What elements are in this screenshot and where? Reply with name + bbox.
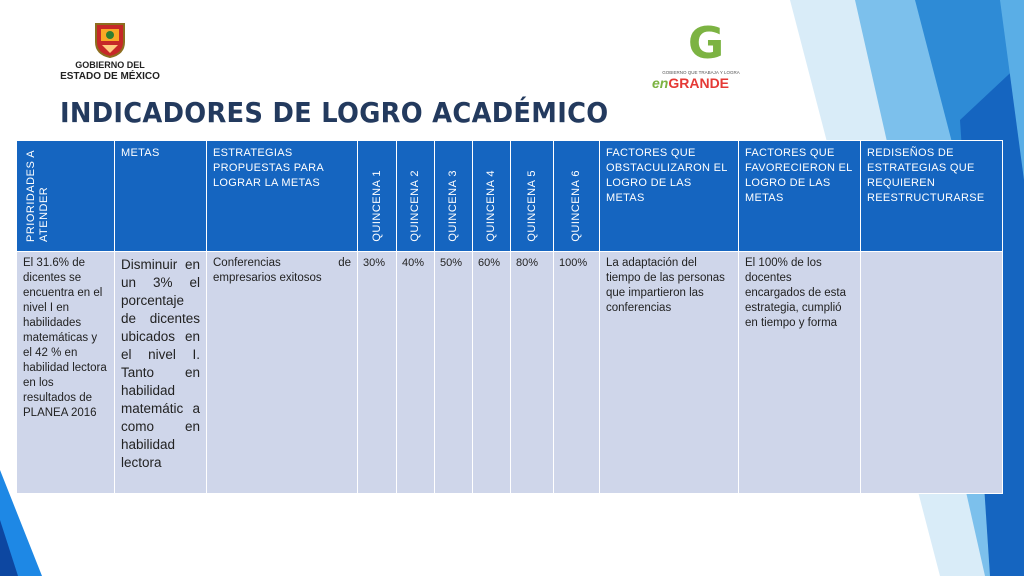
table-header-row: [17, 141, 1003, 252]
page-title: INDICADORES DE LOGRO ACADÉMICO: [60, 96, 609, 129]
header-quincena-2: [397, 141, 435, 252]
indicators-table: [16, 140, 1003, 494]
logo-wordmark: [652, 75, 729, 91]
header-quincena-5: [511, 141, 554, 252]
header-metas: METAS: [115, 141, 207, 252]
cell-metas: Disminuir en un 3% el porcentaje de dicentes ubicados en el nivel I. Tanto en habilidad matemátic a como en habilidad lectora: [115, 252, 207, 494]
logo-g-letter: G: [688, 18, 725, 69]
header-estrategias: ESTRATEGIAS PROPUESTAS PARA LOGRAR LA METAS: [207, 141, 358, 252]
logo-line-2: ESTADO DE MÉXICO: [60, 71, 160, 82]
cell-estrategias: Conferencias de empresarios exitosos: [207, 252, 358, 494]
cell-factores-favorecieron: El 100% de los docentes encargados de esta estrategia, cumplió en tiempo y forma: [739, 252, 861, 494]
header-prioridades: [17, 141, 115, 252]
logo-gobierno-estado-mexico: [40, 18, 180, 86]
header-quincena-4-label: QUINCENA 4: [485, 170, 497, 242]
cell-quincena-2: 40%: [397, 252, 435, 494]
cell-quincena-3: 50%: [435, 252, 473, 494]
cell-prioridades: El 31.6% de dicentes se encuentra en el nivel I en habilidades matemáticas y el 42 % en habilidad lectora en los resultados de PLANEA 2016: [17, 252, 115, 494]
header-quincena-3: [435, 141, 473, 252]
header-factores-obstaculizaron: FACTORES QUE OBSTACULIZARON EL LOGRO DE LAS METAS: [600, 141, 739, 252]
logo-word-en: en: [652, 75, 669, 91]
cell-quincena-6: 100%: [554, 252, 600, 494]
logo-tagline: GOBIERNO QUE TRABAJA Y LOGRA: [662, 70, 740, 75]
cell-quincena-4: 60%: [473, 252, 511, 494]
header-factores-favorecieron: FACTORES QUE FAVORECIERON EL LOGRO DE LAS METAS: [739, 141, 861, 252]
cell-quincena-5: 80%: [511, 252, 554, 494]
logo-engrande: [648, 18, 754, 94]
cell-quincena-1: 30%: [358, 252, 397, 494]
header-quincena-1-label: QUINCENA 1: [370, 170, 383, 242]
header-quincena-4: [473, 141, 511, 252]
header-quincena-6-label: QUINCENA 6: [570, 170, 582, 242]
header-quincena-5-label: QUINCENA 5: [525, 170, 538, 242]
cell-redisenos: [861, 252, 1003, 494]
logo-word-grande: GRANDE: [668, 75, 730, 91]
logo-line-1: GOBIERNO DEL: [75, 60, 145, 70]
header-quincena-1: [358, 141, 397, 252]
header-prioridades-label: PRIORIDADES A ATENDER: [25, 150, 50, 242]
header-quincena-2-label: QUINCENA 2: [409, 170, 421, 242]
header-quincena-6: [554, 141, 600, 252]
table-row: [17, 252, 1003, 494]
header-redisenos: REDISEÑOS DE ESTRATEGIAS QUE REQUIEREN REESTRUCTURARSE: [861, 141, 1003, 252]
header-quincena-3-label: QUINCENA 3: [447, 170, 459, 242]
coat-of-arms-icon: [90, 20, 130, 58]
cell-factores-obstaculizaron: La adaptación del tiempo de las personas que impartieron las conferencias: [600, 252, 739, 494]
